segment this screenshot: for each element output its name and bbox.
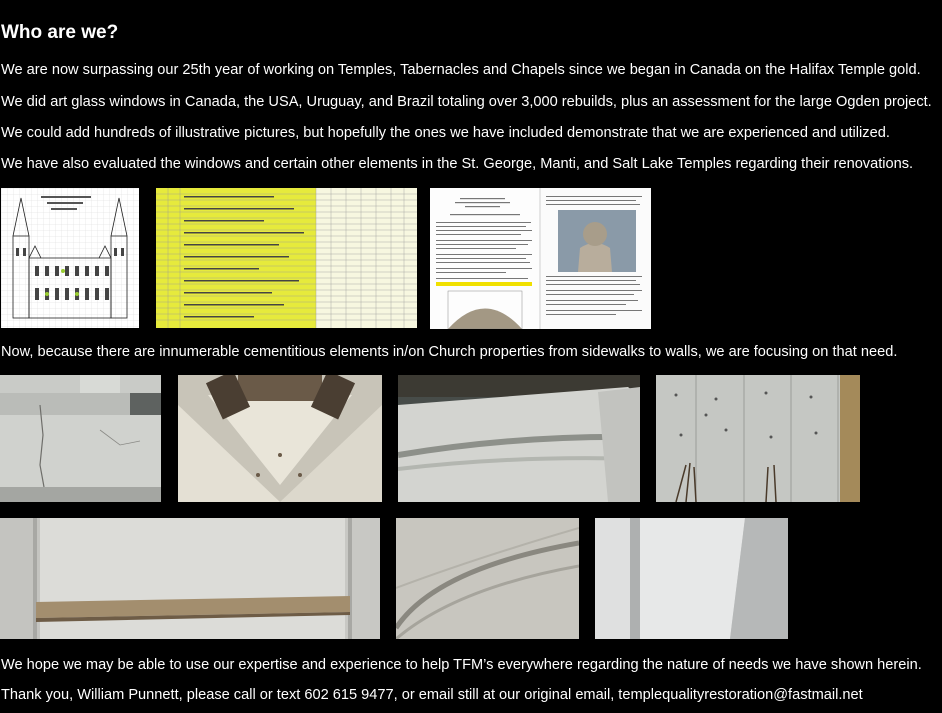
page-title: Who are we? [1, 22, 119, 43]
concrete-corner-repair-photo [178, 375, 382, 502]
concrete-column-corner-photo [595, 518, 788, 639]
intro-paragraph-1: We are now surpassing our 25th year of working on Temples, Tabernacles and Chapels since we began in Canada on the Halifax Temple gold. [1, 62, 921, 78]
intro-paragraph-2: We did art glass windows in Canada, the USA, Uruguay, and Brazil totaling over 3,000 rebuilds, plus an assessment for the large Ogden project. [1, 94, 932, 110]
closing-paragraph: We hope we may be able to use our expertise and experience to help TFM’s everywhere regarding the nature of needs we have shown herein. [1, 657, 922, 673]
report-document-pages [430, 188, 651, 329]
intro-paragraph-3: We could add hundreds of illustrative pictures, but hopefully the ones we have included demonstrate that we are experienced and utilized. [1, 125, 890, 141]
temple-elevation-drawing [1, 188, 139, 328]
concrete-expansion-joint-photo [0, 518, 380, 639]
assessment-spreadsheet [156, 188, 417, 328]
intro-paragraph-4: We have also evaluated the windows and certain other elements in the St. George, Manti, and Salt Lake Temples regarding their renovations. [1, 156, 914, 172]
pitted-concrete-wall-photo [656, 375, 860, 502]
curb-crack-photo [396, 518, 579, 639]
focus-paragraph: Now, because there are innumerable cementitious elements in/on Church properties from sidewalks to walls, we are focusing on that need. [1, 344, 898, 360]
cracked-concrete-ledge-photo [0, 375, 161, 502]
stained-concrete-wall-cap-photo [398, 375, 640, 502]
contact-paragraph: Thank you, William Punnett, please call or text 602 615 9477, or email still at our original email, templequalityrestoration@fastmail.net [1, 687, 863, 703]
